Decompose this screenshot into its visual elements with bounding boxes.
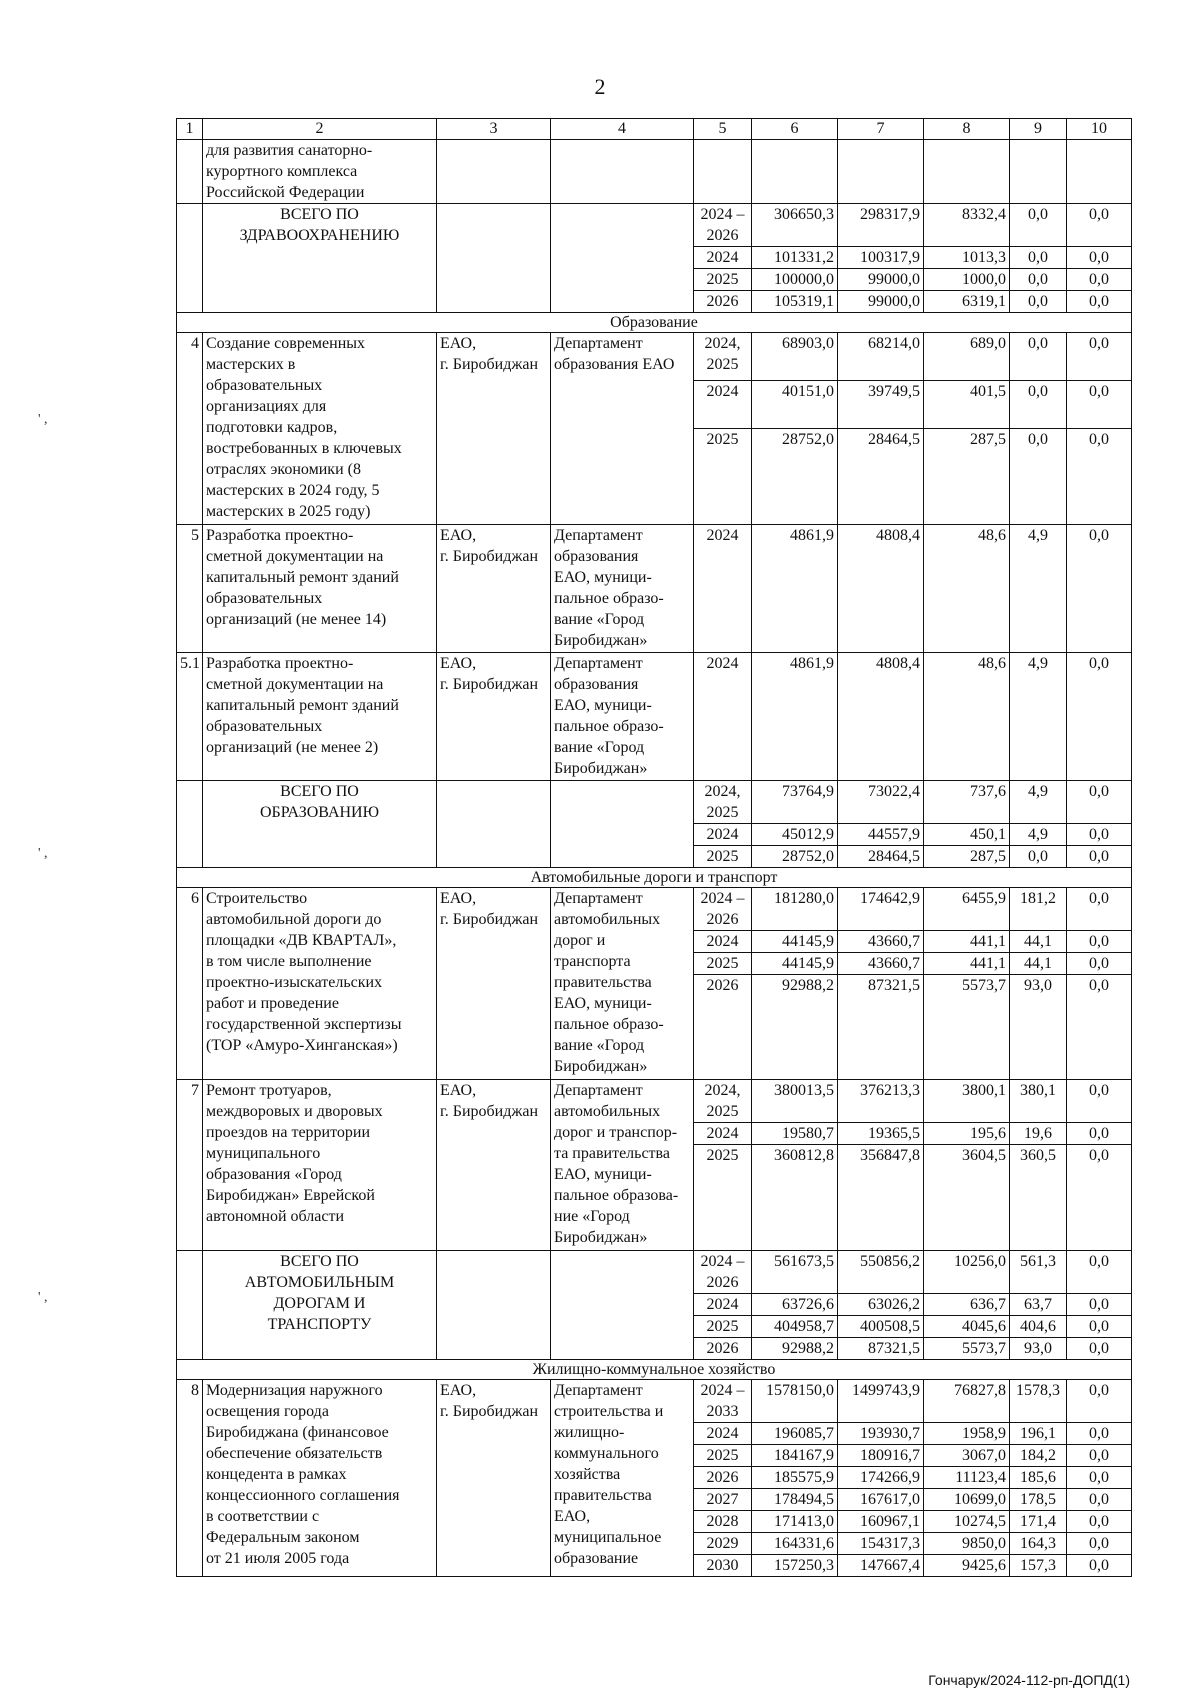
value-cell: 43660,7: [838, 953, 924, 975]
value-cell: 380,1: [1010, 1080, 1067, 1123]
col-header: 7: [838, 119, 924, 140]
item-number: [177, 1251, 203, 1360]
item-number: [177, 781, 203, 868]
value-cell: 0,0: [1067, 1080, 1132, 1123]
year-cell: 2024 – 2033: [694, 1380, 752, 1423]
value-cell: 4045,6: [924, 1316, 1010, 1338]
col-header: 1: [177, 119, 203, 140]
item-number: 7: [177, 1080, 203, 1251]
value-cell: 0,0: [1067, 1489, 1132, 1511]
value-cell: 28464,5: [838, 429, 924, 525]
year-cell: 2025: [694, 846, 752, 868]
year-cell: 2025: [694, 429, 752, 525]
year-cell: 2025: [694, 269, 752, 291]
value-cell: 184,2: [1010, 1445, 1067, 1467]
value-cell: 561673,5: [752, 1251, 838, 1294]
value-cell: 636,7: [924, 1294, 1010, 1316]
section-row: [177, 313, 1132, 333]
value-cell: 1013,3: [924, 247, 1010, 269]
item-name: Разработка проектно- сметной документации на капитальный ремонт зданий образовательных организаций (не менее 2): [203, 653, 437, 781]
value-cell: 73764,9: [752, 781, 838, 824]
table-row: [177, 204, 1132, 247]
value-cell: 28464,5: [838, 846, 924, 868]
item-executor: [551, 1251, 694, 1360]
item-number: [177, 204, 203, 313]
value-cell: 154317,3: [838, 1533, 924, 1555]
program-table: [176, 118, 1132, 1577]
value-cell: 0,0: [1067, 888, 1132, 931]
value-cell: 92988,2: [752, 975, 838, 1080]
value-cell: 5573,7: [924, 1338, 1010, 1360]
margin-mark: ' ,: [38, 846, 48, 861]
value-cell: 68214,0: [838, 333, 924, 381]
value-cell: [924, 140, 1010, 204]
value-cell: 737,6: [924, 781, 1010, 824]
value-cell: 4861,9: [752, 653, 838, 781]
value-cell: 0,0: [1067, 291, 1132, 313]
value-cell: 196,1: [1010, 1423, 1067, 1445]
table-row: [177, 1380, 1132, 1423]
value-cell: 0,0: [1067, 269, 1132, 291]
value-cell: 73022,4: [838, 781, 924, 824]
value-cell: 4861,9: [752, 525, 838, 653]
item-name: для развития санаторно- курортного комплекса Российской Федерации: [203, 140, 437, 204]
value-cell: 360812,8: [752, 1145, 838, 1251]
item-place: [437, 781, 551, 868]
value-cell: 380013,5: [752, 1080, 838, 1123]
item-executor: Департамент образования ЕАО, муници- пальное образо- вание «Город Биробиджан»: [551, 653, 694, 781]
value-cell: 174266,9: [838, 1467, 924, 1489]
item-place: ЕАО, г. Биробиджан: [437, 653, 551, 781]
value-cell: 171413,0: [752, 1511, 838, 1533]
item-name: Ремонт тротуаров, междворовых и дворовых проездов на территории муниципального образования «Город Биробиджан» Еврейской автономной области: [203, 1080, 437, 1251]
value-cell: 0,0: [1067, 1533, 1132, 1555]
value-cell: 401,5: [924, 381, 1010, 429]
year-cell: 2024 – 2026: [694, 1251, 752, 1294]
value-cell: 43660,7: [838, 931, 924, 953]
value-cell: 0,0: [1010, 333, 1067, 381]
value-cell: 101331,2: [752, 247, 838, 269]
total-label: ВСЕГО ПО ОБРАЗОВАНИЮ: [203, 781, 437, 868]
value-cell: 92988,2: [752, 1338, 838, 1360]
value-cell: 184167,9: [752, 1445, 838, 1467]
value-cell: 0,0: [1010, 269, 1067, 291]
item-name: Создание современных мастерских в образовательных организациях для подготовки кадров, востребованных в ключевых отраслях экономики (8 мастерских в 2024 году, 5 мастерских в 2025 году): [203, 333, 437, 525]
year-cell: 2024: [694, 247, 752, 269]
value-cell: 298317,9: [838, 204, 924, 247]
value-cell: 450,1: [924, 824, 1010, 846]
item-name: Строительство автомобильной дороги до площадки «ДВ КВАРТАЛ», в том числе выполнение проектно-изыскательских работ и проведение государственной экспертизы (ТОР «Амуро-Хинганская»): [203, 888, 437, 1080]
section-row: [177, 868, 1132, 888]
year-cell: 2026: [694, 975, 752, 1080]
value-cell: 306650,3: [752, 204, 838, 247]
total-label: ВСЕГО ПО АВТОМОБИЛЬНЫМ ДОРОГАМ И ТРАНСПОРТУ: [203, 1251, 437, 1360]
table-row: [177, 333, 1132, 381]
col-header: 3: [437, 119, 551, 140]
table-row: [177, 1080, 1132, 1123]
item-number: 5: [177, 525, 203, 653]
value-cell: 0,0: [1067, 1251, 1132, 1294]
value-cell: 0,0: [1067, 247, 1132, 269]
value-cell: 164,3: [1010, 1533, 1067, 1555]
value-cell: 287,5: [924, 846, 1010, 868]
item-place: [437, 1251, 551, 1360]
value-cell: 157250,3: [752, 1555, 838, 1577]
value-cell: [838, 140, 924, 204]
value-cell: 0,0: [1010, 204, 1067, 247]
value-cell: 1499743,9: [838, 1380, 924, 1423]
value-cell: 99000,0: [838, 291, 924, 313]
value-cell: 167617,0: [838, 1489, 924, 1511]
value-cell: 100317,9: [838, 247, 924, 269]
year-cell: 2024 – 2026: [694, 888, 752, 931]
year-cell: 2024: [694, 381, 752, 429]
value-cell: 0,0: [1067, 1316, 1132, 1338]
value-cell: 0,0: [1010, 291, 1067, 313]
value-cell: 178494,5: [752, 1489, 838, 1511]
table-row: [177, 781, 1132, 824]
item-executor: Департамент образования ЕАО, муници- пальное образо- вание «Город Биробиджан»: [551, 525, 694, 653]
value-cell: 185575,9: [752, 1467, 838, 1489]
value-cell: 0,0: [1067, 1445, 1132, 1467]
value-cell: 45012,9: [752, 824, 838, 846]
value-cell: 0,0: [1067, 1423, 1132, 1445]
value-cell: 4,9: [1010, 824, 1067, 846]
section-title-education: Образование: [177, 313, 1132, 333]
col-header: 9: [1010, 119, 1067, 140]
year-cell: 2024: [694, 1294, 752, 1316]
value-cell: 1958,9: [924, 1423, 1010, 1445]
total-label: ВСЕГО ПО ЗДРАВООХРАНЕНИЮ: [203, 204, 437, 313]
year-cell: [694, 140, 752, 204]
item-executor: [551, 204, 694, 313]
value-cell: 28752,0: [752, 846, 838, 868]
value-cell: [1067, 140, 1132, 204]
value-cell: 0,0: [1010, 846, 1067, 868]
value-cell: 3604,5: [924, 1145, 1010, 1251]
item-place: [437, 204, 551, 313]
value-cell: 3067,0: [924, 1445, 1010, 1467]
value-cell: 404958,7: [752, 1316, 838, 1338]
year-cell: 2030: [694, 1555, 752, 1577]
year-cell: 2024: [694, 1423, 752, 1445]
value-cell: 441,1: [924, 931, 1010, 953]
value-cell: 0,0: [1067, 1145, 1132, 1251]
item-name: Модернизация наружного освещения города Биробиджана (финансовое обеспечение обязательств концедента в рамках концессионного соглашения в соответствии с Федеральным законом от 21 июля 2005 года: [203, 1380, 437, 1577]
year-cell: 2028: [694, 1511, 752, 1533]
value-cell: 196085,7: [752, 1423, 838, 1445]
value-cell: 0,0: [1067, 525, 1132, 653]
year-cell: 2024: [694, 824, 752, 846]
value-cell: 561,3: [1010, 1251, 1067, 1294]
value-cell: 44,1: [1010, 931, 1067, 953]
year-cell: 2026: [694, 1467, 752, 1489]
section-title-housing: Жилищно-коммунальное хозяйство: [177, 1360, 1132, 1380]
col-header: 6: [752, 119, 838, 140]
value-cell: 5573,7: [924, 975, 1010, 1080]
value-cell: 174642,9: [838, 888, 924, 931]
year-cell: 2024, 2025: [694, 781, 752, 824]
value-cell: 441,1: [924, 953, 1010, 975]
value-cell: 178,5: [1010, 1489, 1067, 1511]
year-cell: 2026: [694, 291, 752, 313]
item-executor: Департамент автомобильных дорог и транспор- та правительства ЕАО, муници- пальное образова- ние «Город Биробиджан»: [551, 1080, 694, 1251]
section-title-roads: Автомобильные дороги и транспорт: [177, 868, 1132, 888]
value-cell: 10256,0: [924, 1251, 1010, 1294]
year-cell: 2024: [694, 525, 752, 653]
item-place: ЕАО, г. Биробиджан: [437, 333, 551, 525]
value-cell: 105319,1: [752, 291, 838, 313]
value-cell: 4808,4: [838, 525, 924, 653]
value-cell: 99000,0: [838, 269, 924, 291]
value-cell: 76827,8: [924, 1380, 1010, 1423]
value-cell: 287,5: [924, 429, 1010, 525]
value-cell: 63726,6: [752, 1294, 838, 1316]
col-header: 5: [694, 119, 752, 140]
value-cell: 63026,2: [838, 1294, 924, 1316]
item-executor: Департамент автомобильных дорог и транспорта правительства ЕАО, муници- пальное образо- вание «Город Биробиджан»: [551, 888, 694, 1080]
year-cell: 2025: [694, 1145, 752, 1251]
value-cell: 160967,1: [838, 1511, 924, 1533]
table-row: [177, 1251, 1132, 1294]
value-cell: 4,9: [1010, 653, 1067, 781]
item-name: Разработка проектно- сметной документации на капитальный ремонт зданий образовательных организаций (не менее 14): [203, 525, 437, 653]
table-row: [177, 525, 1132, 653]
section-row: [177, 1360, 1132, 1380]
year-cell: 2025: [694, 1316, 752, 1338]
item-number: 6: [177, 888, 203, 1080]
value-cell: 48,6: [924, 653, 1010, 781]
value-cell: 171,4: [1010, 1511, 1067, 1533]
value-cell: 11123,4: [924, 1467, 1010, 1489]
value-cell: 93,0: [1010, 975, 1067, 1080]
value-cell: 0,0: [1067, 1467, 1132, 1489]
value-cell: 100000,0: [752, 269, 838, 291]
value-cell: 4,9: [1010, 525, 1067, 653]
value-cell: 9425,6: [924, 1555, 1010, 1577]
value-cell: 68903,0: [752, 333, 838, 381]
value-cell: 0,0: [1010, 381, 1067, 429]
value-cell: 404,6: [1010, 1316, 1067, 1338]
value-cell: 28752,0: [752, 429, 838, 525]
value-cell: 180916,7: [838, 1445, 924, 1467]
year-cell: 2024 – 2026: [694, 204, 752, 247]
item-number: 8: [177, 1380, 203, 1577]
value-cell: 39749,5: [838, 381, 924, 429]
value-cell: 63,7: [1010, 1294, 1067, 1316]
value-cell: [1010, 140, 1067, 204]
value-cell: 19,6: [1010, 1123, 1067, 1145]
item-number: 5.1: [177, 653, 203, 781]
document-footer: Гончарук/2024-112-рп-ДОПД(1): [928, 1672, 1130, 1688]
value-cell: 0,0: [1067, 429, 1132, 525]
col-header: 4: [551, 119, 694, 140]
value-cell: 0,0: [1067, 653, 1132, 781]
item-number: [177, 140, 203, 204]
value-cell: 1578,3: [1010, 1380, 1067, 1423]
value-cell: 360,5: [1010, 1145, 1067, 1251]
value-cell: 44145,9: [752, 953, 838, 975]
value-cell: 147667,4: [838, 1555, 924, 1577]
value-cell: 0,0: [1067, 333, 1132, 381]
value-cell: 0,0: [1067, 781, 1132, 824]
year-cell: 2024, 2025: [694, 1080, 752, 1123]
item-executor: Департамент строительства и жилищно- коммунального хозяйства правительства ЕАО, муниципальное образование: [551, 1380, 694, 1577]
year-cell: 2025: [694, 1445, 752, 1467]
value-cell: 44557,9: [838, 824, 924, 846]
item-executor: [551, 781, 694, 868]
table-row: [177, 653, 1132, 781]
value-cell: 0,0: [1067, 931, 1132, 953]
value-cell: 40151,0: [752, 381, 838, 429]
value-cell: 19580,7: [752, 1123, 838, 1145]
value-cell: 6319,1: [924, 291, 1010, 313]
value-cell: [752, 140, 838, 204]
value-cell: 87321,5: [838, 975, 924, 1080]
margin-mark: ' ,: [38, 1290, 48, 1305]
value-cell: 0,0: [1067, 1380, 1132, 1423]
item-place: ЕАО, г. Биробиджан: [437, 888, 551, 1080]
value-cell: 48,6: [924, 525, 1010, 653]
value-cell: 181,2: [1010, 888, 1067, 931]
value-cell: 0,0: [1067, 1338, 1132, 1360]
value-cell: 0,0: [1067, 975, 1132, 1080]
item-executor: [551, 140, 694, 204]
value-cell: 10274,5: [924, 1511, 1010, 1533]
value-cell: 157,3: [1010, 1555, 1067, 1577]
value-cell: 0,0: [1067, 1123, 1132, 1145]
value-cell: 0,0: [1067, 846, 1132, 868]
value-cell: 356847,8: [838, 1145, 924, 1251]
year-cell: 2026: [694, 1338, 752, 1360]
item-place: ЕАО, г. Биробиджан: [437, 1080, 551, 1251]
year-cell: 2027: [694, 1489, 752, 1511]
value-cell: 1000,0: [924, 269, 1010, 291]
year-cell: 2025: [694, 953, 752, 975]
col-header: 2: [203, 119, 437, 140]
value-cell: 44145,9: [752, 931, 838, 953]
value-cell: 193930,7: [838, 1423, 924, 1445]
year-cell: 2024: [694, 931, 752, 953]
value-cell: 9850,0: [924, 1533, 1010, 1555]
value-cell: 0,0: [1010, 247, 1067, 269]
value-cell: 93,0: [1010, 1338, 1067, 1360]
value-cell: 0,0: [1067, 204, 1132, 247]
item-number: 4: [177, 333, 203, 525]
value-cell: 689,0: [924, 333, 1010, 381]
value-cell: 195,6: [924, 1123, 1010, 1145]
item-place: ЕАО, г. Биробиджан: [437, 1380, 551, 1577]
item-place: ЕАО, г. Биробиджан: [437, 525, 551, 653]
value-cell: 0,0: [1067, 824, 1132, 846]
value-cell: 0,0: [1067, 381, 1132, 429]
value-cell: 0,0: [1067, 1294, 1132, 1316]
value-cell: 8332,4: [924, 204, 1010, 247]
page-number: 2: [594, 74, 606, 99]
item-executor: Департамент образования ЕАО: [551, 333, 694, 525]
value-cell: 4,9: [1010, 781, 1067, 824]
value-cell: 3800,1: [924, 1080, 1010, 1123]
value-cell: 0,0: [1067, 1555, 1132, 1577]
col-header: 10: [1067, 119, 1132, 140]
value-cell: 185,6: [1010, 1467, 1067, 1489]
value-cell: 1578150,0: [752, 1380, 838, 1423]
value-cell: 550856,2: [838, 1251, 924, 1294]
year-cell: 2024: [694, 653, 752, 781]
year-cell: 2029: [694, 1533, 752, 1555]
value-cell: 0,0: [1067, 953, 1132, 975]
margin-mark: ' ,: [38, 412, 48, 427]
value-cell: 10699,0: [924, 1489, 1010, 1511]
value-cell: 400508,5: [838, 1316, 924, 1338]
value-cell: 0,0: [1067, 1511, 1132, 1533]
value-cell: 6455,9: [924, 888, 1010, 931]
value-cell: 4808,4: [838, 653, 924, 781]
col-header: 8: [924, 119, 1010, 140]
value-cell: 0,0: [1010, 429, 1067, 525]
year-cell: 2024: [694, 1123, 752, 1145]
value-cell: 19365,5: [838, 1123, 924, 1145]
header-row: [177, 119, 1132, 140]
item-place: [437, 140, 551, 204]
table-row: [177, 888, 1132, 931]
value-cell: 164331,6: [752, 1533, 838, 1555]
value-cell: 376213,3: [838, 1080, 924, 1123]
value-cell: 181280,0: [752, 888, 838, 931]
year-cell: 2024, 2025: [694, 333, 752, 381]
value-cell: 44,1: [1010, 953, 1067, 975]
continuation-row: [177, 140, 1132, 204]
value-cell: 87321,5: [838, 1338, 924, 1360]
